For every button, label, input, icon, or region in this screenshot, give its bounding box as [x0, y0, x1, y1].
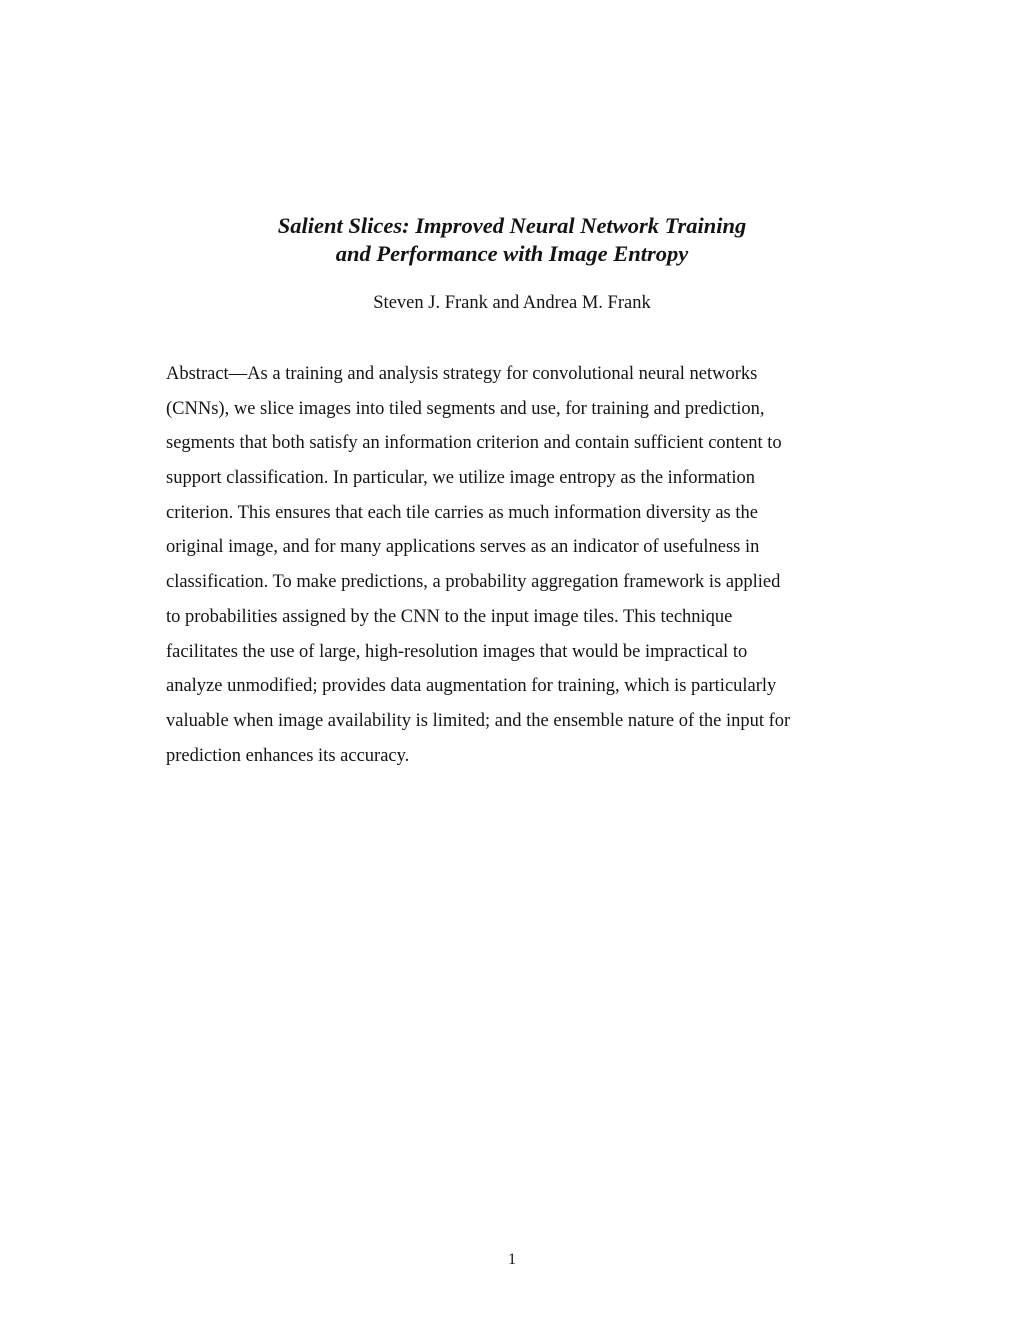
title-line: Salient Slices: Improved Neural Network Training	[277, 213, 747, 238]
title-line: and Performance with Image Entropy	[335, 241, 689, 266]
abstract	[166, 361, 866, 777]
page-number: 1	[508, 1251, 516, 1268]
abstract-line: support classification. In particular, we utilize image entropy as the information	[166, 468, 756, 489]
abstract-line: facilitates the use of large, high-resolution images that would be impractical to	[166, 641, 748, 662]
author-list: Steven J. Frank and Andrea M. Frank	[373, 293, 651, 313]
abstract-line: Abstract—As a training and analysis strategy for convolutional neural networks	[166, 364, 758, 384]
abstract-line: classification. To make predictions, a probability aggregation framework is applied	[166, 572, 781, 593]
abstract-line: (CNNs), we slice images into tiled segments and use, for training and prediction,	[166, 398, 765, 419]
abstract-line: original image, and for many applications serves as an indicator of usefulness in	[166, 537, 760, 558]
abstract-line: valuable when image availability is limited; and the ensemble nature of the input for	[166, 710, 791, 731]
paper-title	[0, 212, 1024, 268]
abstract-line: prediction enhances its accuracy.	[166, 745, 410, 766]
abstract-line: to probabilities assigned by the CNN to the input image tiles. This technique	[166, 606, 733, 627]
abstract-line: analyze unmodified; provides data augmentation for training, which is particularly	[166, 676, 777, 697]
abstract-line: segments that both satisfy an information criterion and contain sufficient content to	[166, 433, 782, 454]
abstract-line: criterion. This ensures that each tile carries as much information diversity as the	[166, 502, 758, 523]
